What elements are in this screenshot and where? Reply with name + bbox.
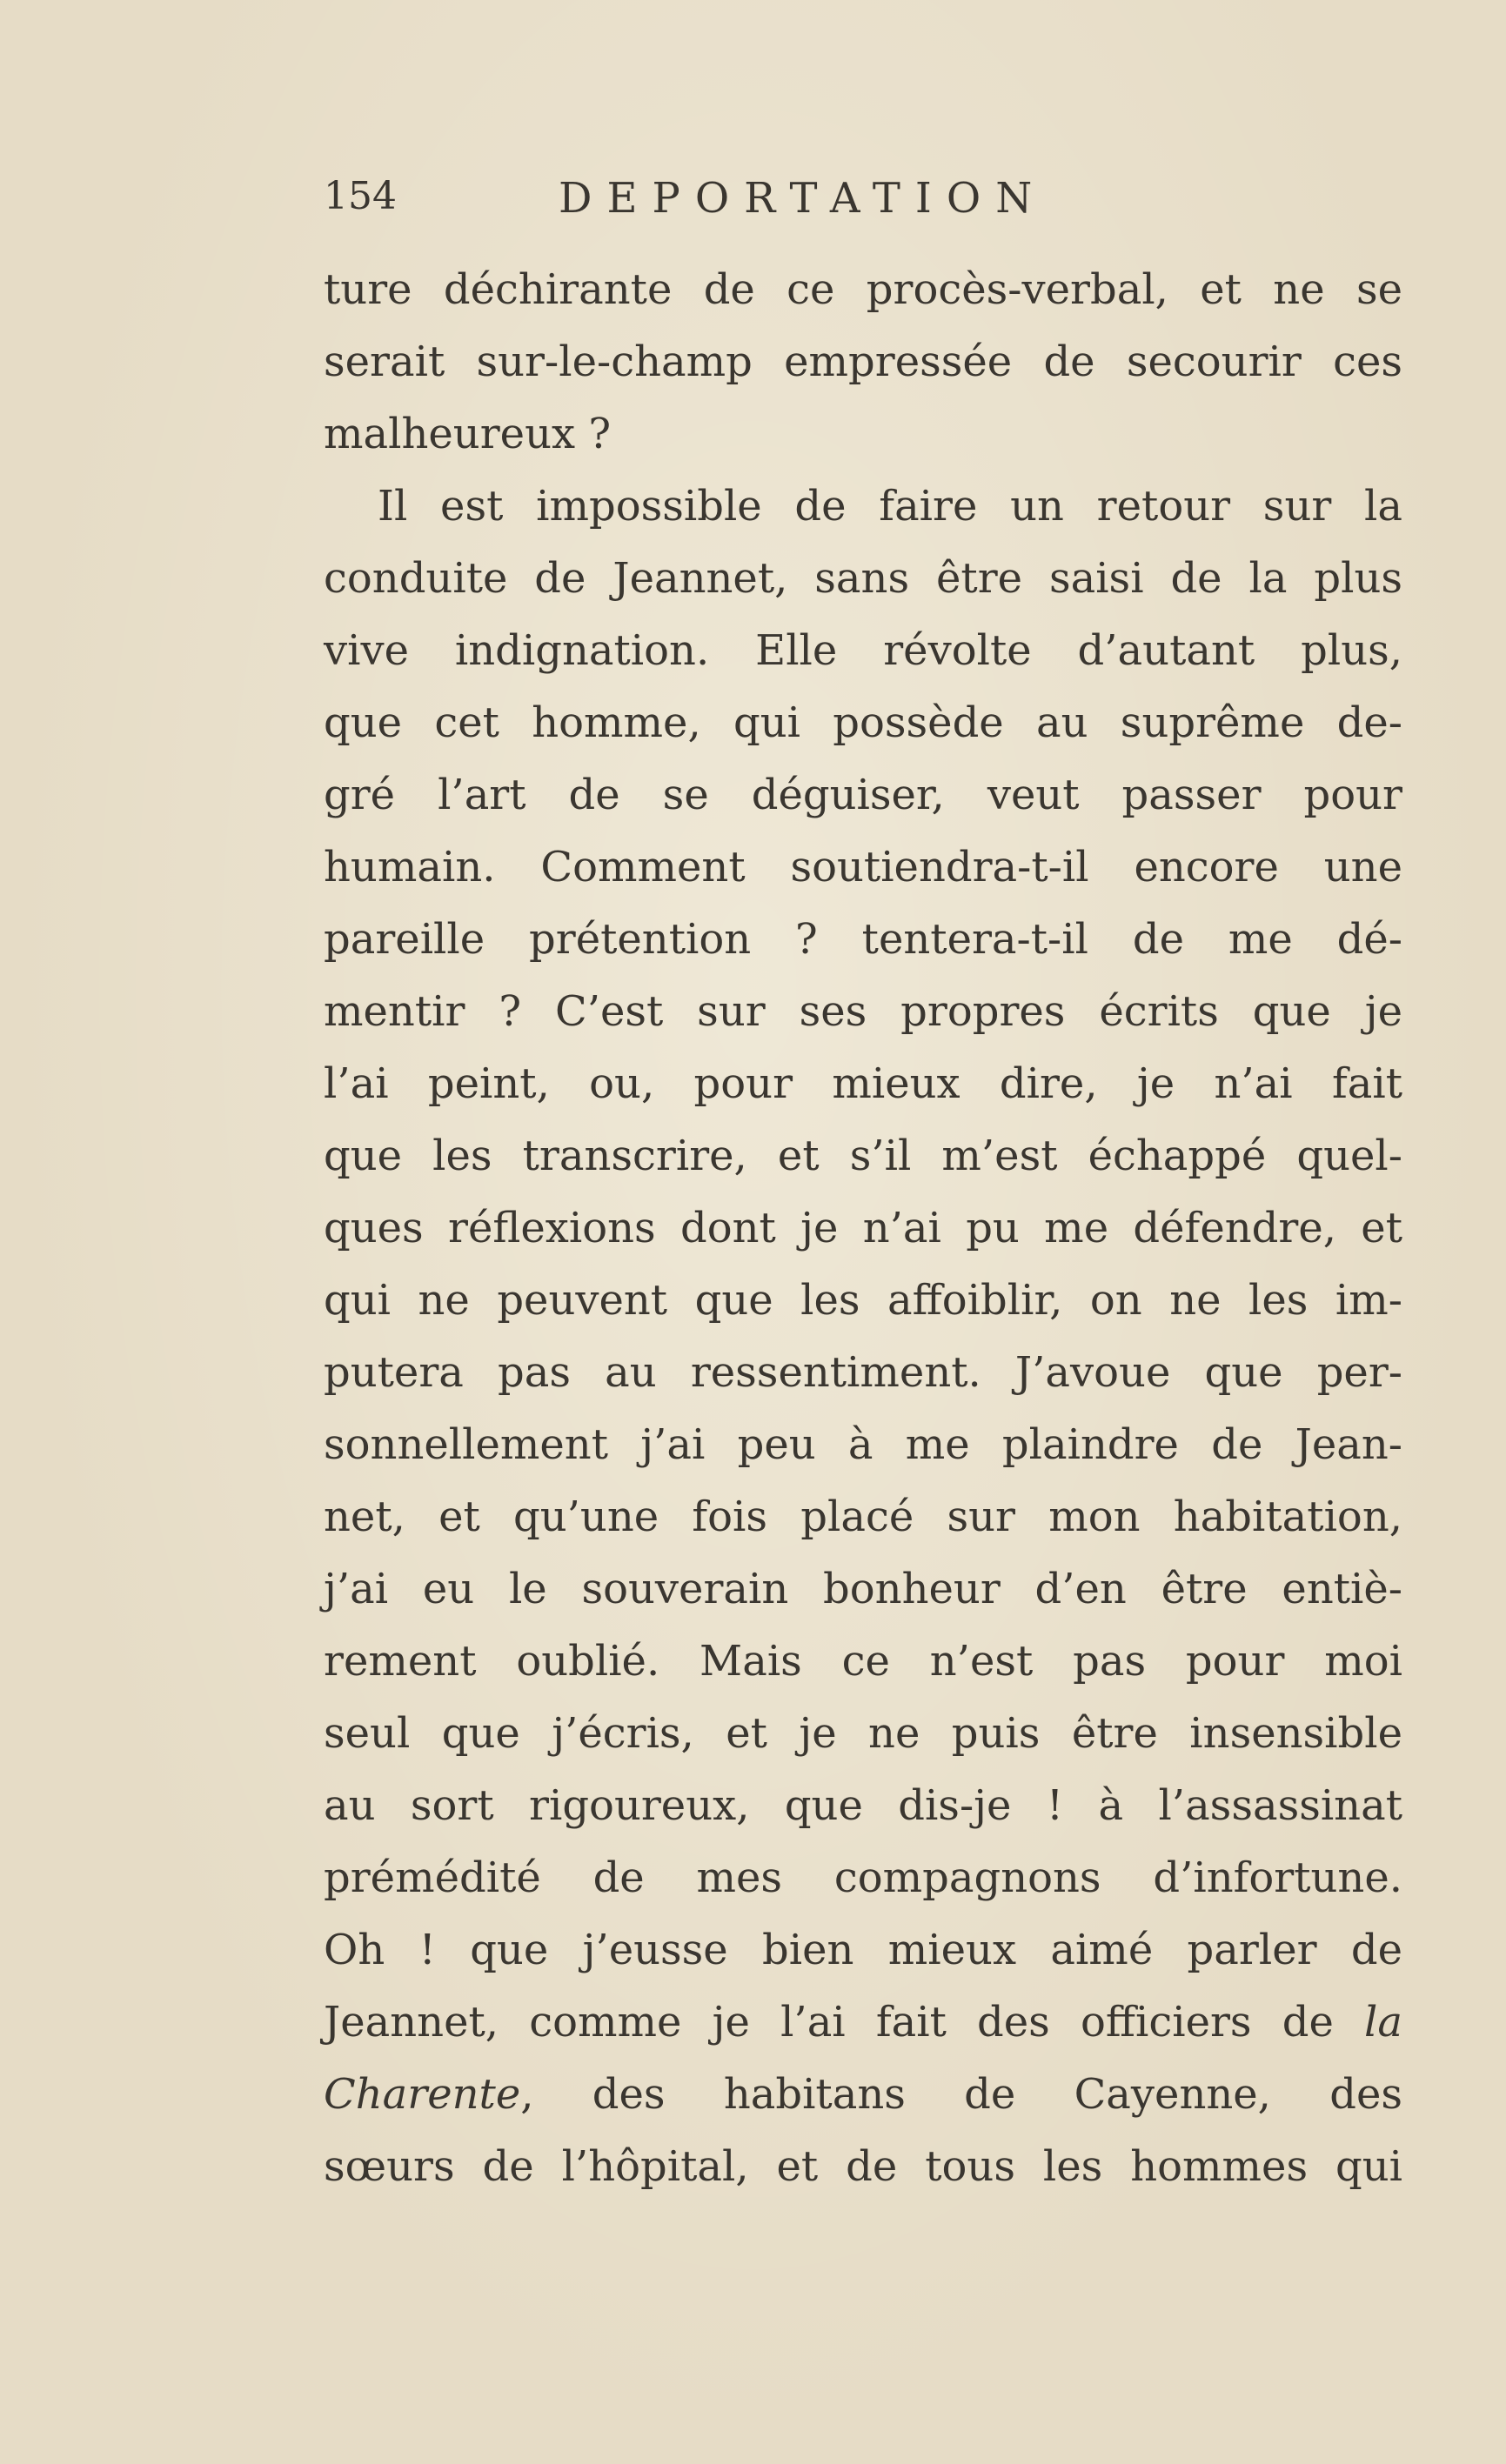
text-line: malheureux ?	[324, 410, 612, 458]
line-text-italic: Charente	[324, 2070, 521, 2119]
text-line: pareille prétention ? tentera-t-il de me dé-	[324, 915, 1402, 964]
text-line: l’ai peint, ou, pour mieux dire, je n’ai fait	[324, 1059, 1402, 1108]
text-line: rement oublié. Mais ce n’est pas pour moi	[324, 1637, 1402, 1686]
text-line: que les transcrire, et s’il m’est échappé quel-	[324, 1132, 1402, 1180]
page-number: 154	[324, 174, 397, 218]
text-line: j’ai eu le souverain bonheur d’en être entiè-	[324, 1565, 1402, 1613]
line-text-roman: Jeannet, comme je l’ai fait des officiers de	[324, 1998, 1365, 2047]
text-line	[324, 1987, 1402, 2059]
text-line: serait sur-le-champ empressée de secourir ces	[324, 337, 1402, 386]
text-line: seul que j’écris, et je ne puis être insensible	[324, 1709, 1402, 1758]
text-line: humain. Comment soutiendra-t-il encore une	[324, 843, 1402, 891]
text-line: sonnellement j’ai peu à me plaindre de Jean-	[324, 1420, 1402, 1469]
text-line: au sort rigoureux, que dis-je ! à l’assassinat	[324, 1781, 1402, 1830]
running-head: DEPORTATION	[559, 174, 1048, 223]
page-header	[324, 174, 1194, 235]
text-line: ture déchirante de ce procès-verbal, et ne se	[324, 265, 1402, 314]
text-line: vive indignation. Elle révolte d’autant plus,	[324, 626, 1402, 675]
text-line: mentir ? C’est sur ses propres écrits que je	[324, 987, 1402, 1036]
paragraph-start-line: Il est impossible de faire un retour sur la	[378, 482, 1402, 531]
line-text-roman: , des habitans de Cayenne, des	[520, 2070, 1402, 2119]
text-line: conduite de Jeannet, sans être saisi de la plus	[324, 554, 1402, 603]
text-line: prémédité de mes compagnons d’infortune.	[324, 1853, 1402, 1902]
text-line: putera pas au ressentiment. J’avoue que per-	[324, 1348, 1402, 1397]
text-line: gré l’art de se déguiser, veut passer pour	[324, 771, 1402, 819]
line-text-italic: la	[1364, 1998, 1402, 2047]
text-line	[324, 2059, 1402, 2131]
text-line: que cet homme, qui possède au suprême de-	[324, 698, 1402, 747]
text-line: Oh ! que j’eusse bien mieux aimé parler de	[324, 1926, 1402, 1974]
body-text	[324, 254, 1402, 2203]
text-line: sœurs de l’hôpital, et de tous les hommes qui	[324, 2142, 1402, 2191]
text-line: net, et qu’une fois placé sur mon habitation,	[324, 1492, 1402, 1541]
text-line: ques réflexions dont je n’ai pu me défendre, et	[324, 1204, 1402, 1252]
text-line: qui ne peuvent que les affoiblir, on ne les im-	[324, 1276, 1402, 1325]
